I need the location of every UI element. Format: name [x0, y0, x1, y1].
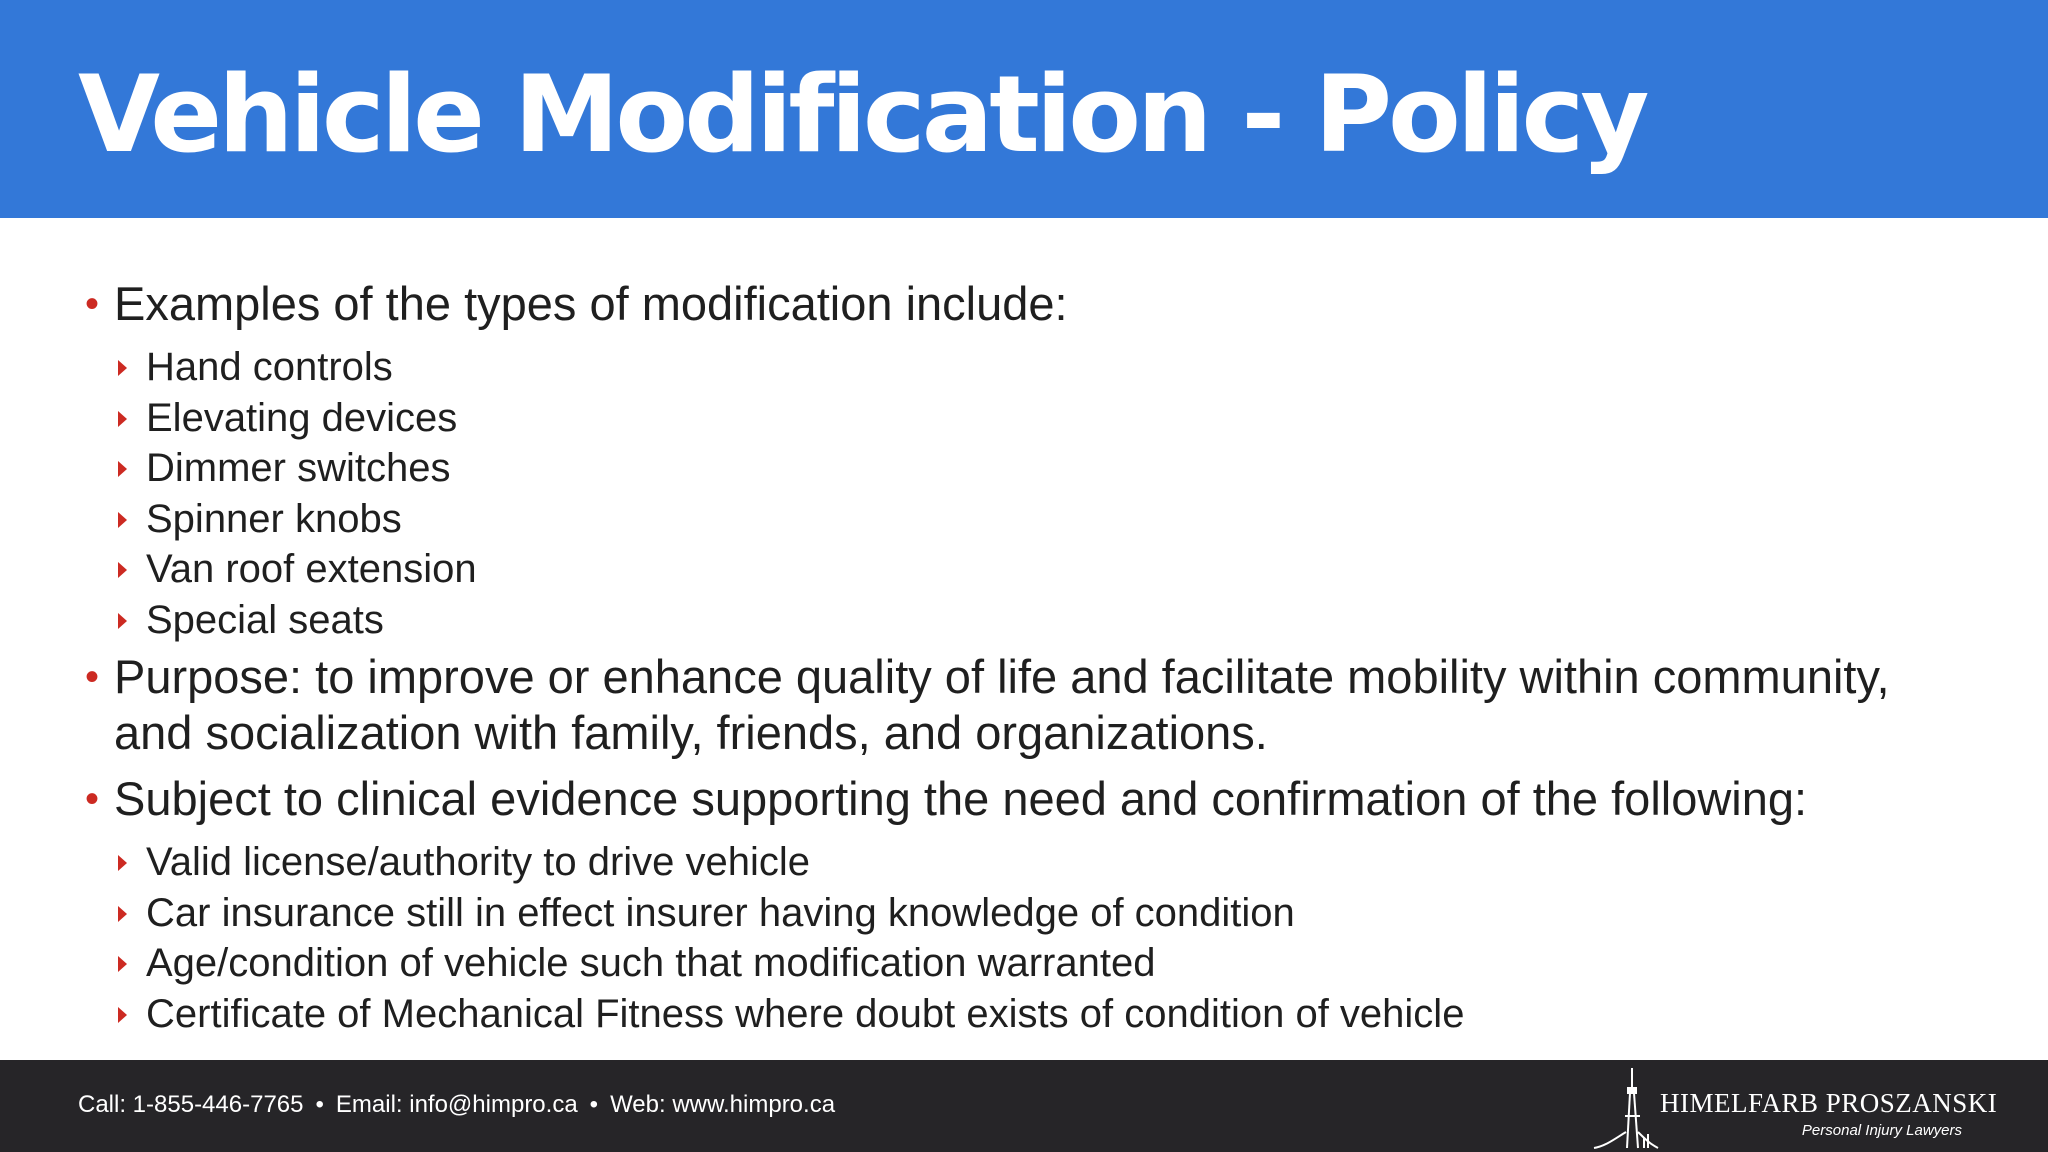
sub-item — [85, 342, 1985, 393]
sub-item — [85, 837, 1985, 888]
sub-item-text: Hand controls — [146, 345, 393, 389]
footer-bar — [0, 1060, 2048, 1152]
triangle-bullet-icon — [118, 461, 127, 477]
email-text: Email: info@himpro.ca — [335, 1091, 578, 1118]
triangle-bullet-icon — [118, 1007, 127, 1023]
sub-item-text: Van roof extension — [146, 547, 477, 591]
triangle-bullet-icon — [118, 613, 127, 629]
sub-item-text: Car insurance still in effect insurer having knowledge of condition — [146, 890, 1295, 935]
triangle-bullet-icon — [118, 360, 127, 376]
bullet-dot: • — [85, 655, 100, 699]
bullet-dot: • — [85, 282, 100, 326]
triangle-bullet-icon — [118, 411, 127, 427]
phone-text: Call: 1-855-446-7765 — [78, 1091, 304, 1118]
sub-item — [85, 494, 1985, 545]
bullet-text: Subject to clinical evidence supporting the need and confirmation of the following: — [114, 772, 1808, 825]
bullet-subject — [85, 771, 1985, 827]
slide-content — [85, 276, 1985, 1043]
bullet-text-line: and socialization with family, friends, and organizations. — [114, 706, 1268, 759]
sub-item-text: Special seats — [146, 597, 384, 642]
bullet-text-line: Purpose: to improve or enhance quality of life and facilitate mobility within community, — [114, 650, 1890, 703]
sub-item — [85, 888, 1985, 939]
contact-info — [78, 1088, 835, 1122]
sub-item — [85, 938, 1985, 989]
sub-item — [85, 393, 1985, 444]
sublist-requirements — [85, 837, 1985, 1039]
cn-tower-skyline-icon — [1592, 1066, 1662, 1150]
sub-item — [85, 595, 1985, 646]
sub-item-text: Dimmer switches — [146, 446, 451, 490]
separator-dot: • — [589, 1091, 599, 1118]
sub-item — [85, 443, 1985, 494]
triangle-bullet-icon — [118, 855, 127, 871]
sub-item-text: Elevating devices — [146, 395, 458, 440]
sub-item — [85, 989, 1985, 1040]
sub-item — [85, 544, 1985, 595]
logo-wordmark: HIMELFARB PROSZANSKI — [1660, 1088, 1998, 1118]
sub-item-text: Certificate of Mechanical Fitness where doubt exists of condition of vehicle — [146, 991, 1465, 1036]
bullet-text: Examples of the types of modification include: — [114, 277, 1068, 330]
title-bar — [0, 0, 2048, 218]
sub-item-text: Age/condition of vehicle such that modification warranted — [146, 941, 1156, 985]
logo-tagline: Personal Injury Lawyers — [1801, 1122, 1962, 1139]
web-text: Web: www.himpro.ca — [610, 1091, 836, 1118]
bullet-purpose — [85, 649, 1985, 761]
triangle-bullet-icon — [118, 512, 127, 528]
triangle-bullet-icon — [118, 956, 127, 972]
triangle-bullet-icon — [118, 562, 127, 578]
bullet-examples — [85, 276, 1985, 332]
triangle-bullet-icon — [118, 906, 127, 922]
slide-title: Vehicle Modification - Policy — [78, 53, 1646, 176]
company-logo — [1592, 1066, 1998, 1150]
sub-item-text: Valid license/authority to drive vehicle — [146, 840, 811, 884]
bullet-dot: • — [85, 777, 100, 821]
separator-dot: • — [315, 1091, 324, 1118]
sub-item-text: Spinner knobs — [146, 496, 402, 541]
sublist-examples — [85, 342, 1985, 645]
